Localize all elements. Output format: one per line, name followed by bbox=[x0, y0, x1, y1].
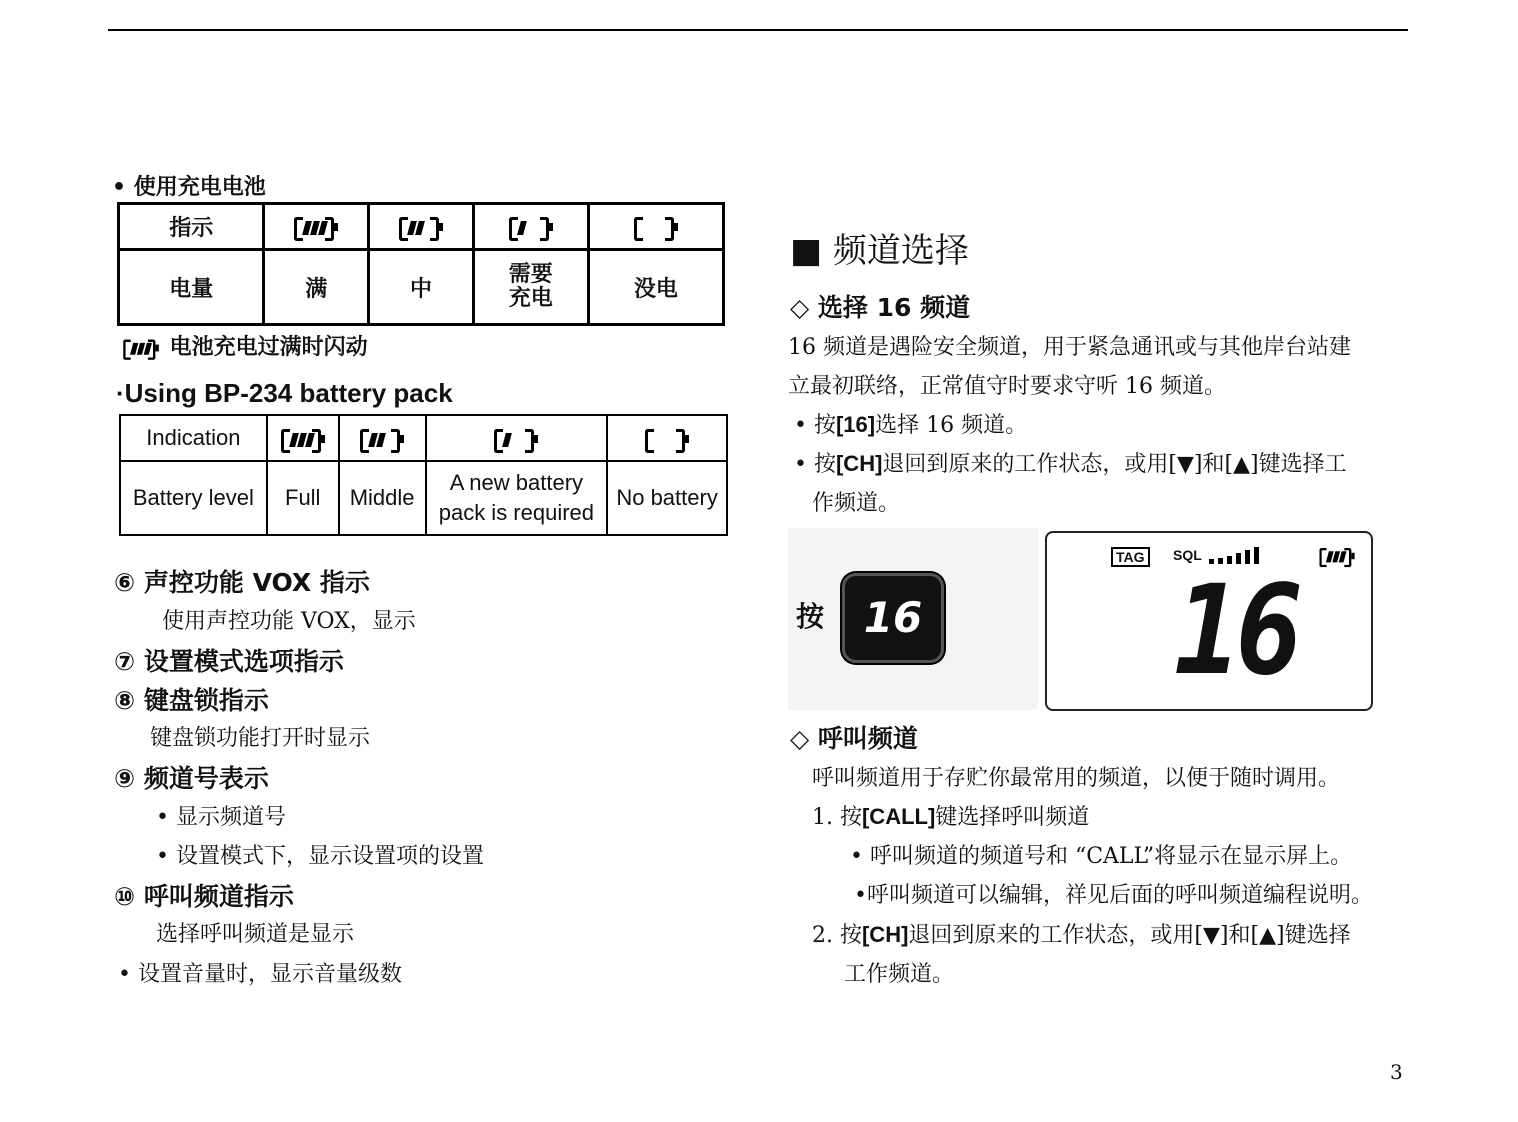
step1-bullet1: • 呼叫频道的频道号和 “CALL”将显示在显示屏上。 bbox=[850, 844, 1353, 869]
cn-level-low: 需要 充电 bbox=[473, 250, 588, 325]
bullet-press-ch-prefix: • 按 bbox=[794, 452, 836, 477]
step1-rest: 键选择呼叫频道 bbox=[935, 805, 1090, 830]
cn-level-label: 电量 bbox=[119, 250, 264, 325]
sub2-para: 呼叫频道用于存贮你最常用的频道，以便于随时调用。 bbox=[812, 766, 1341, 791]
battery-full-icon bbox=[264, 204, 369, 250]
key-ch-label-2: [CH] bbox=[861, 922, 909, 947]
item10-title: ⑩ 呼叫频道指示 bbox=[114, 882, 294, 911]
key-call-label: [CALL] bbox=[861, 804, 936, 829]
en-level-empty: No battery bbox=[607, 461, 727, 535]
cn-level-full: 满 bbox=[264, 250, 369, 325]
cn-level-empty: 没电 bbox=[588, 250, 723, 325]
en-level-full: Full bbox=[267, 461, 339, 535]
battery-empty-icon bbox=[607, 415, 727, 461]
lcd-sql-label: SQL bbox=[1173, 547, 1202, 563]
battery-full-icon bbox=[267, 415, 339, 461]
en-battery-heading: ·Using BP-234 battery pack bbox=[116, 378, 453, 408]
bullet-press-ch bbox=[794, 447, 1347, 478]
press-label: 按 bbox=[796, 600, 825, 633]
section-title: ■ 频道选择 bbox=[790, 231, 969, 271]
step2-cont: 工作频道。 bbox=[844, 962, 955, 987]
key-16-button bbox=[842, 573, 944, 663]
cn-flash-note-text: 电池充电过满时闪动 bbox=[169, 335, 368, 360]
battery-full-icon bbox=[123, 340, 159, 357]
lcd-tag: TAG bbox=[1111, 547, 1150, 567]
key-16-text: 16 bbox=[863, 593, 923, 642]
key-ch-label: [CH] bbox=[835, 451, 883, 476]
key-16-label: [16] bbox=[835, 412, 876, 437]
en-indication-label: Indication bbox=[120, 415, 267, 461]
en-battery-table bbox=[119, 414, 728, 536]
en-level-label: Battery level bbox=[120, 461, 267, 535]
en-level-low: A new battery pack is required bbox=[426, 461, 608, 535]
step1-prefix: 1. 按 bbox=[812, 805, 862, 830]
sub1-title: ◇ 选择 16 频道 bbox=[790, 293, 971, 322]
cn-battery-heading: • 使用充电电池 bbox=[112, 175, 266, 200]
step1 bbox=[812, 800, 1089, 831]
item7-title: ⑦ 设置模式选项指示 bbox=[114, 647, 344, 676]
volume-note: • 设置音量时，显示音量级数 bbox=[118, 962, 402, 987]
item8-desc: 键盘锁功能打开时显示 bbox=[150, 726, 371, 751]
cn-flash-note bbox=[120, 330, 368, 361]
sub1-para-line1: 16 频道是遇险安全频道，用于紧急通讯或与其他岸台站建 bbox=[788, 335, 1351, 360]
cn-indication-label: 指示 bbox=[119, 204, 264, 250]
battery-middle-icon bbox=[369, 204, 474, 250]
bullet-press-16-rest: 选择 16 频道。 bbox=[875, 413, 1028, 438]
battery-low-icon bbox=[426, 415, 608, 461]
cn-battery-table bbox=[117, 202, 725, 326]
battery-empty-icon bbox=[588, 204, 723, 250]
bullet-press-16 bbox=[794, 408, 1027, 439]
battery-middle-icon bbox=[339, 415, 426, 461]
item9-title: ⑨ 频道号表示 bbox=[114, 764, 269, 793]
lcd-display bbox=[1045, 531, 1373, 711]
item6-desc: 使用声控功能 VOX，显示 bbox=[162, 609, 416, 634]
bullet-press-ch-rest: 退回到原来的工作状态，或用[▼]和[▲]键选择工 bbox=[882, 452, 1347, 477]
item9-bullet2: • 设置模式下，显示设置项的设置 bbox=[156, 844, 484, 869]
step2-rest: 退回到原来的工作状态，或用[▼]和[▲]键选择 bbox=[908, 923, 1351, 948]
page-number: 3 bbox=[1390, 1060, 1403, 1084]
lcd-channel-number: 16 bbox=[1173, 559, 1298, 703]
en-level-middle: Middle bbox=[339, 461, 426, 535]
item8-title: ⑧ 键盘锁指示 bbox=[114, 686, 269, 715]
step2 bbox=[812, 918, 1351, 949]
step1-bullet2: •呼叫频道可以编辑，祥见后面的呼叫频道编程说明。 bbox=[854, 883, 1373, 908]
bullet-press-ch-cont: 作频道。 bbox=[812, 491, 901, 516]
step2-prefix: 2. 按 bbox=[812, 923, 862, 948]
sub2-title: ◇ 呼叫频道 bbox=[790, 724, 918, 753]
item9-bullet1: • 显示频道号 bbox=[156, 805, 286, 830]
cn-level-middle: 中 bbox=[369, 250, 474, 325]
sub1-para-line2: 立最初联络，正常值守时要求守听 16 频道。 bbox=[788, 374, 1226, 399]
header-rule bbox=[108, 29, 1408, 31]
battery-low-icon bbox=[473, 204, 588, 250]
battery-full-icon bbox=[1319, 548, 1354, 564]
bullet-press-16-prefix: • 按 bbox=[794, 413, 836, 438]
item6-title: ⑥ 声控功能 VOX 指示 bbox=[114, 568, 370, 597]
item10-desc: 选择呼叫频道是显示 bbox=[156, 922, 355, 947]
